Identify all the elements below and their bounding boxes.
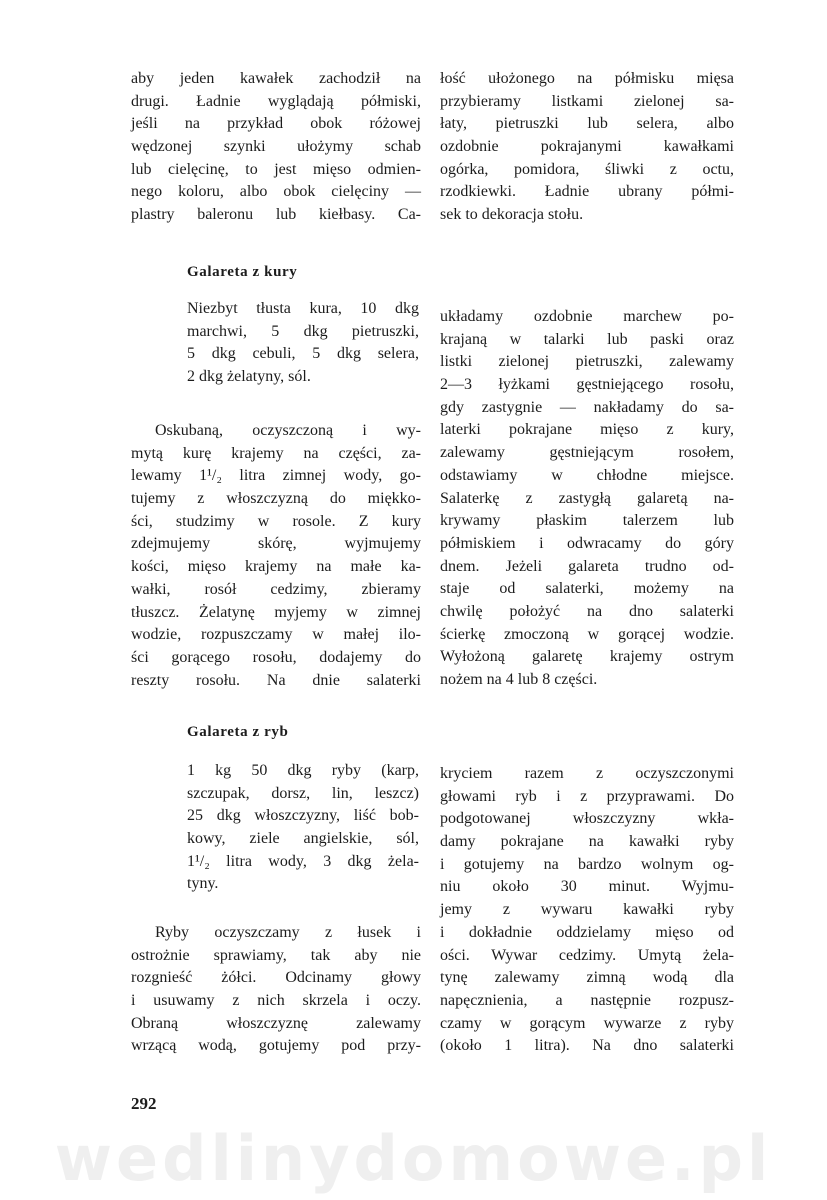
text-line: krywamy płaskim talerzem lub <box>440 512 734 530</box>
recipe1-text-left <box>131 420 421 692</box>
text-line: kryciem razem z oczyszczonymi <box>440 765 734 782</box>
text-line: kowy, ziele angielskie, sól, <box>187 830 419 848</box>
text-line: gdy zastygnie — nakładamy do sa- <box>440 398 734 416</box>
text-line: przybieramy listkami zielonej sa- <box>440 92 734 110</box>
text-line: Wyłożoną galaretę krajemy ostrym <box>440 648 734 666</box>
text-line: ści, studzimy w rosole. Z kury <box>131 512 421 530</box>
text-line: Ryby oczyszczamy z łusek i <box>155 924 421 941</box>
recipe1-text-right <box>440 306 734 692</box>
text-line: ści gorącego rosołu, dodajemy do <box>131 648 421 666</box>
text-line: damy pokrajane na kawałki ryby <box>440 833 734 851</box>
text-line: tłuszcz. Żelatynę myjemy w zimnej <box>131 603 421 621</box>
text-line: mytą kurę krajemy na części, za- <box>131 444 421 462</box>
text-line: ostrożnie sprawiamy, tak aby nie <box>131 946 421 964</box>
text-line: lub cielęcinę, to jest mięso odmien- <box>131 160 421 178</box>
text-line: szczupak, dorsz, lin, leszcz) <box>187 784 419 802</box>
text-line: niu około 30 minut. Wyjmu- <box>440 878 734 896</box>
recipe1-ingredients <box>187 298 419 389</box>
recipe-title-galareta-z-ryb: Galareta z ryb <box>187 724 289 740</box>
text-line: 2—3 łyżkami gęstniejącego rosołu, <box>440 376 734 394</box>
text-line: 1 kg 50 dkg ryby (karp, <box>187 762 419 779</box>
watermark: wedlinydomowe.pl <box>54 1122 773 1195</box>
text-line: ogórka, pomidora, śliwki z octu, <box>440 160 734 178</box>
text-line: odstawiamy w chłodne miejsce. <box>440 466 734 484</box>
text-line: dnem. Jeżeli galareta trudno od- <box>440 557 734 575</box>
text-line: lewamy 1¹/₂ litra zimnej wody, go- <box>131 467 421 485</box>
text-line: ości. Wywar cedzimy. Umytą żela- <box>440 946 734 964</box>
text-line: (około 1 litra). Na dno salaterki <box>440 1037 734 1055</box>
text-line: układamy ozdobnie marchew po- <box>440 308 734 325</box>
text-line: nego koloru, albo obok cielęciny — <box>131 183 421 201</box>
text-line: podgotowanej włoszczyzny wkła- <box>440 810 734 828</box>
recipe-title-galareta-z-kury: Galareta z kury <box>187 264 298 280</box>
recipe2-text-right <box>440 763 734 1058</box>
text-line: wałki, rosół cedzimy, zbieramy <box>131 580 421 598</box>
text-line: łość ułożonego na półmisku mięsa <box>440 70 734 87</box>
text-line: nożem na 4 lub 8 części. <box>440 671 598 688</box>
text-line: tynę zalewamy zimną wodą dla <box>440 969 734 987</box>
text-line: listki zielonej pietruszki, zalewamy <box>440 353 734 371</box>
text-line: tyny. <box>187 875 219 893</box>
text-line: Obraną włoszczyznę zalewamy <box>131 1014 421 1032</box>
text-line: reszty rosołu. Na dnie salaterki <box>131 671 421 689</box>
text-line: czamy w gorącym wywarze z ryby <box>440 1014 734 1032</box>
text-line: i dokładnie oddzielamy mięso od <box>440 923 734 941</box>
text-line: kości, mięso krajemy na małe ka- <box>131 558 421 576</box>
text-line: i gotujemy na bardzo wolnym og- <box>440 855 734 873</box>
text-line: 2 dkg żelatyny, sól. <box>187 368 311 386</box>
text-line: sek to dekoracja stołu. <box>440 206 584 224</box>
text-line: łaty, pietruszki lub selera, albo <box>440 115 734 133</box>
text-line: jemy z wywaru kawałki ryby <box>440 901 734 919</box>
text-line: krajaną w talarki lub paski oraz <box>440 330 734 348</box>
recipe2-ingredients <box>187 760 419 896</box>
page-number: 292 <box>131 1094 157 1113</box>
text-line: wędzonej szynki ułożymy schab <box>131 138 421 156</box>
text-line: zdejmujemy skórę, wyjmujemy <box>131 535 421 553</box>
text-line: zalewamy gęstniejącym rosołem, <box>440 444 734 462</box>
text-line: rzodkiewki. Ładnie ubrany półmi- <box>440 183 734 201</box>
text-line: i usuwamy z nich skrzela i oczy. <box>131 992 421 1010</box>
top-left-text <box>131 68 421 227</box>
text-line: 1¹/₂ litra wody, 3 dkg żela- <box>187 852 419 870</box>
text-line: Oskubaną, oczyszczoną i wy- <box>155 422 421 439</box>
text-line: wrzącą wodą, gotujemy pod przy- <box>131 1037 421 1055</box>
text-line: napęcznienia, a następnie rozpusz- <box>440 991 734 1009</box>
text-line: Salaterkę z zastygłą galaretą na- <box>440 489 734 507</box>
top-right-text <box>440 68 734 227</box>
text-line: jeśli na przykład obok różowej <box>131 115 421 133</box>
text-line: 25 dkg włoszczyzny, liść bob- <box>187 807 419 825</box>
text-line: drugi. Ładnie wyglądają półmiski, <box>131 92 421 110</box>
text-line: głowami ryb i z przyprawami. Do <box>440 787 734 805</box>
text-line: laterki pokrajane mięso z kury, <box>440 421 734 439</box>
text-line: 5 dkg cebuli, 5 dkg selera, <box>187 345 419 363</box>
text-line: ścierkę zmoczoną w gorącej wodzie. <box>440 625 734 643</box>
text-line: tujemy z włoszczyzną do miękko- <box>131 490 421 508</box>
text-line: Niezbyt tłusta kura, 10 dkg <box>187 300 419 317</box>
text-line: chwilę położyć na dno salaterki <box>440 602 734 620</box>
text-line: plastry baleronu lub kiełbasy. Ca- <box>131 206 421 224</box>
text-line: aby jeden kawałek zachodził na <box>131 70 421 87</box>
text-line: wodzie, rozpuszczamy w małej ilo- <box>131 626 421 644</box>
text-line: półmiskiem i odwracamy do góry <box>440 534 734 552</box>
recipe2-text-left <box>131 922 421 1058</box>
text-line: ozdobnie pokrajanymi kawałkami <box>440 138 734 156</box>
text-line: marchwi, 5 dkg pietruszki, <box>187 322 419 340</box>
text-line: rozgnieść żółci. Odcinamy głowy <box>131 969 421 987</box>
text-line: staje od salaterki, możemy na <box>440 580 734 598</box>
